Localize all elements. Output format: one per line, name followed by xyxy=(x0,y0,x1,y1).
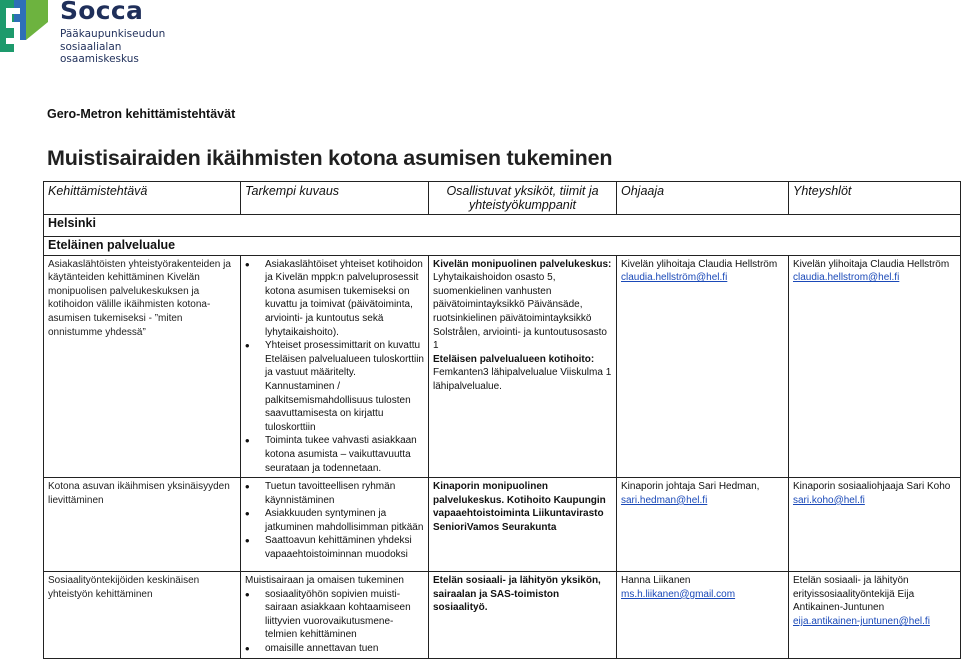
description-bullet: • Saattoavun kehittäminen yhdeksi vapaaehtoistoiminnan muodoksi xyxy=(265,534,424,561)
units-cell: Kinaporin monipuolinen palvelukeskus. Kotihoito Kaupungin vapaaehtoistoiminta Liikuntavirasto SenioriVamos Seurakunta xyxy=(429,478,617,572)
units-text: Femkanten3 lähipalvelualue Viiskulma 1 lähipalvelualue. xyxy=(433,367,612,392)
task-cell: Asiakaslähtöisten yhteistyörakenteiden ja käytänteiden kehittäminen Kivelän monipuolisen palvelukeskuksen ja kotihoidon välille ikäihmisten kotona-asumisen tukemiseksi - ”miten onnistumme yhdessä” xyxy=(44,255,241,478)
mentor-cell xyxy=(617,572,789,659)
mentor-email-link[interactable]: claudia.hellström@hel.fi xyxy=(621,272,728,284)
mentor-cell xyxy=(617,255,789,478)
document-subtitle: Gero-Metron kehittämistehtävät xyxy=(47,107,236,121)
mentor-cell xyxy=(617,478,789,572)
group-row-area xyxy=(44,237,961,256)
description-cell xyxy=(241,255,429,478)
description-bullet: • Yhteiset prosessimittarit on kuvattu Eteläisen palvelualueen tuloskorttiin ja vastuut määritelty. Kannustaminen / palkitsemismahdollisuus tulosten saavuttamisesta on kirjattu tuloskorttiin xyxy=(265,339,424,434)
table-row xyxy=(44,255,961,478)
units-heading: Kivelän monipuolinen palvelukeskus: xyxy=(433,258,612,270)
contact-name: Etelän sosiaali- ja lähityön erityissosiaalityöntekijä Eija Antikainen-Juntunen xyxy=(793,575,915,614)
mentor-name: Kivelän ylihoitaja Claudia Hellström xyxy=(621,258,778,270)
logo-subtitle xyxy=(60,28,200,66)
mentor-email-link[interactable]: ms.h.liikanen@gmail.com xyxy=(621,588,736,600)
contact-email-link[interactable]: eija.antikainen-juntunen@hel.fi xyxy=(793,615,930,627)
header-task: Kehittämistehtävä xyxy=(44,182,241,215)
socca-logo xyxy=(0,0,200,65)
group-helsinki: Helsinki xyxy=(44,215,961,237)
logo-sub-line1: Pääkaupunkiseudun xyxy=(60,28,166,40)
group-southern-area: Eteläinen palvelualue xyxy=(44,237,961,256)
contact-email-link[interactable]: sari.koho@hel.fi xyxy=(793,494,865,506)
header-contacts: Yhteyshlöt xyxy=(789,182,961,215)
contact-cell xyxy=(789,255,961,478)
description-bullet: • Tuetun tavoitteellisen ryhmän käynnistäminen xyxy=(265,480,424,507)
units-cell: Etelän sosiaali- ja lähityön yksikön, sairaalan ja SAS-toimiston sosiaalityö. xyxy=(429,572,617,659)
table-row xyxy=(44,572,961,659)
header-mentor: Ohjaaja xyxy=(617,182,789,215)
table-header-row xyxy=(44,182,961,215)
socca-logo-mark-icon xyxy=(0,0,48,52)
contact-email-link[interactable]: claudia.hellstrom@hel.fi xyxy=(793,272,900,284)
contact-name: Kinaporin sosiaaliohjaaja Sari Koho xyxy=(793,481,951,493)
header-description: Tarkempi kuvaus xyxy=(241,182,429,215)
description-bullet: • Asiakkuuden syntyminen ja jatkuminen mahdollisimman pitkään xyxy=(265,507,424,534)
mentor-name: Kinaporin johtaja Sari Hedman, xyxy=(621,481,760,493)
task-cell: Sosiaalityöntekijöiden keskinäisen yhteistyön kehittäminen xyxy=(44,572,241,659)
description-bullet: • sosiaalityöhön sopivien muisti-sairaan asiakkaan kohtaamiseen liittyvien vuorovaikutusmene-telmien kehittäminen xyxy=(265,588,424,642)
contact-name: Kivelän ylihoitaja Claudia Hellström xyxy=(793,258,950,270)
development-tasks-table xyxy=(43,181,961,659)
units-cell xyxy=(429,255,617,478)
logo-sub-line2: sosiaalialan osaamiskeskus xyxy=(60,40,139,65)
table-row xyxy=(44,478,961,572)
description-bullet: • Toiminta tukee vahvasti asiakkaan kotona asumista – vaikuttavuutta seurataan ja todennetaan. xyxy=(265,434,424,475)
description-cell xyxy=(241,572,429,659)
mentor-name: Hanna Liikanen xyxy=(621,575,691,587)
document-title: Muistisairaiden ikäihmisten kotona asumisen tukeminen xyxy=(47,146,613,170)
contact-cell xyxy=(789,478,961,572)
description-bullet: • omaisille annettavan tuen xyxy=(265,642,424,656)
description-intro: Muistisairaan ja omaisen tukeminen xyxy=(245,575,404,587)
units-text: Lyhytaikaishoidon osasto 5, suomenkielinen vanhusten päivätoimintayksikkö Päivänsäde, ruotsinkielinen päivätoimintayksikkö Solstrålen, arviointi- ja kuntoutusosasto 1 xyxy=(433,272,607,352)
mentor-email-link[interactable]: sari.hedman@hel.fi xyxy=(621,494,708,506)
description-bullet: • Asiakaslähtöiset yhteiset kotihoidon ja Kivelän mppk:n palveluprosessit kotona asumisen tukemiseksi on kuvattu ja toimivat (päivätoiminta, arviointi- ja kuntoutus sekä lyhytaikaishoito). xyxy=(265,258,424,340)
units-heading: Eteläisen palvelualueen kotihoito: xyxy=(433,353,595,365)
header-units: Osallistuvat yksiköt, tiimit ja yhteistyökumppanit xyxy=(429,182,617,215)
logo-name: Socca xyxy=(60,0,144,25)
description-cell xyxy=(241,478,429,572)
task-cell: Kotona asuvan ikäihmisen yksinäisyyden lievittäminen xyxy=(44,478,241,572)
group-row-city xyxy=(44,215,961,237)
contact-cell xyxy=(789,572,961,659)
